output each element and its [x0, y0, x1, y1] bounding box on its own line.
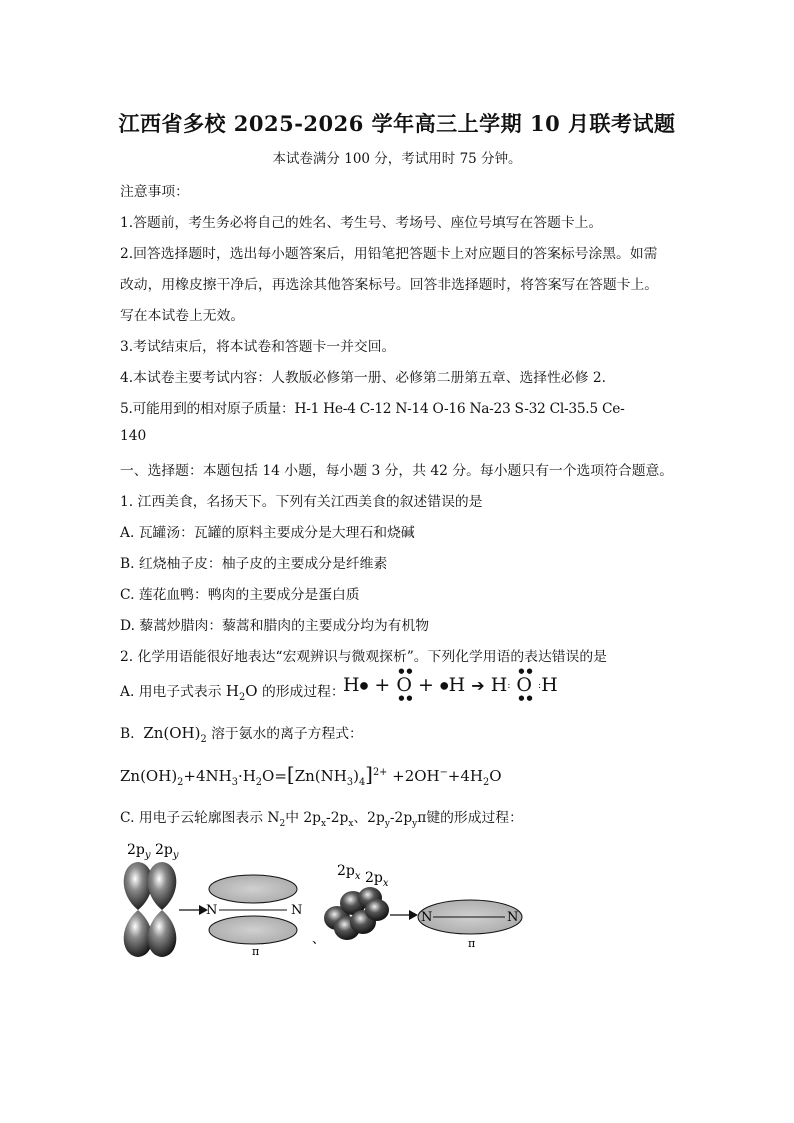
- question-1-option-b: B. 红烧柚子皮：柚子皮的主要成分是纤维素: [120, 556, 388, 572]
- py-orbital-right: [148, 862, 177, 957]
- px-orbital-cluster: [324, 887, 389, 940]
- page-title: 江西省多校 2025-2026 学年高三上学期 10 月联考试题: [118, 111, 676, 136]
- electron-dot-equation: H● + ●● ●● O + ●H ➔ H: ●● ●● O :H: [343, 667, 558, 702]
- px-label-left: $2p_x$: [337, 863, 361, 882]
- py-label-right: $2p_y$: [155, 842, 179, 861]
- notes-heading: 注意事项：: [120, 184, 189, 200]
- n-atom-right: N: [507, 910, 519, 925]
- question-2-option-a: [120, 680, 345, 703]
- question-2-option-c: C. 用电子云轮廓图表示 $N_2$中 $2p_x-2p_x$、$2p_y-2p_y\pi$键的形成过程：: [120, 810, 523, 829]
- question-1-option-a: A. 瓦罐汤：瓦罐的原料主要成分是大理石和烧碱: [120, 525, 415, 541]
- question-1-option-d: D. 藜蒿炒腊肉：藜蒿和腊肉的主要成分均为有机物: [120, 618, 430, 634]
- note-line: 3.考试结束后，将本试卷和答题卡一并交回。: [120, 339, 396, 355]
- n-atom-left: N: [421, 910, 433, 925]
- question-2-option-b: B. $Zn(OH)_2$ 溶于氨水的离子方程式：: [120, 724, 363, 745]
- py-orbital-left: [124, 862, 153, 957]
- pi-label: π: [468, 937, 476, 950]
- n-atom-right: N: [291, 903, 303, 918]
- pi-bond-orbital-diagram: [115, 838, 535, 963]
- question-1-option-c: C. 莲花血鸭：鸭肉的主要成分是蛋白质: [120, 587, 360, 603]
- question-1-stem: 1. 江西美食，名扬天下。下列有关江西美食的叙述错误的是: [120, 494, 483, 510]
- zn-oh2-formula: $Zn(OH)_2$: [143, 724, 207, 745]
- note-line: 改动，用橡皮擦干净后，再选涂其他答案标号。回答非选择题时，将答案写在答题卡上。: [120, 277, 659, 293]
- px-label-right: $2p_x$: [365, 870, 389, 889]
- pi-label: π: [252, 945, 260, 958]
- pi-cloud-top: [209, 875, 297, 903]
- note-line: 2.回答选择题时，选出每小题答案后，用铅笔把答题卡上对应题目的答案标号涂黑。如需: [120, 246, 658, 262]
- py-label-left: $2p_y$: [127, 842, 151, 861]
- note-line: 140: [120, 428, 147, 444]
- separator: 、: [312, 932, 326, 947]
- arrow-right-icon: [179, 905, 208, 915]
- n-atom-left: N: [206, 903, 218, 918]
- option-a-text: A. 用电子式表示: [120, 684, 222, 700]
- arrow-right-icon: [390, 910, 418, 920]
- pi-cloud-bottom: [209, 916, 297, 944]
- option-a-text-2: 的形成过程：: [261, 684, 345, 700]
- note-line: 5.可能用到的相对原子质量：H-1 He-4 C-12 N-14 O-16 Na-23 S-32 Cl-35.5 Ce-: [120, 401, 625, 417]
- h2o-formula: $H_2O$: [225, 682, 258, 703]
- question-2-stem: 2. 化学用语能很好地表达“宏观辨识与微观探析”。下列化学用语的表达错误的是: [120, 649, 607, 665]
- section-heading: 一、选择题：本题包括 14 小题，每小题 3 分，共 42 分。每小题只有一个选项符合题意。: [120, 463, 674, 479]
- ionic-equation: $Zn(OH)_2+4NH_3\cdot H_2O=[Zn(NH_3)_4]^{2+} +2OH^-+4H_2O$: [120, 762, 502, 788]
- note-line: 4.本试卷主要考试内容：人教版必修第一册、必修第二册第五章、选择性必修 2.: [120, 370, 607, 386]
- exam-subtitle: 本试卷满分 100 分，考试用时 75 分钟。: [272, 151, 522, 167]
- note-line: 1.答题前，考生务必将自己的姓名、考生号、考场号、座位号填写在答题卡上。: [120, 215, 603, 231]
- note-line: 写在本试卷上无效。: [120, 308, 245, 324]
